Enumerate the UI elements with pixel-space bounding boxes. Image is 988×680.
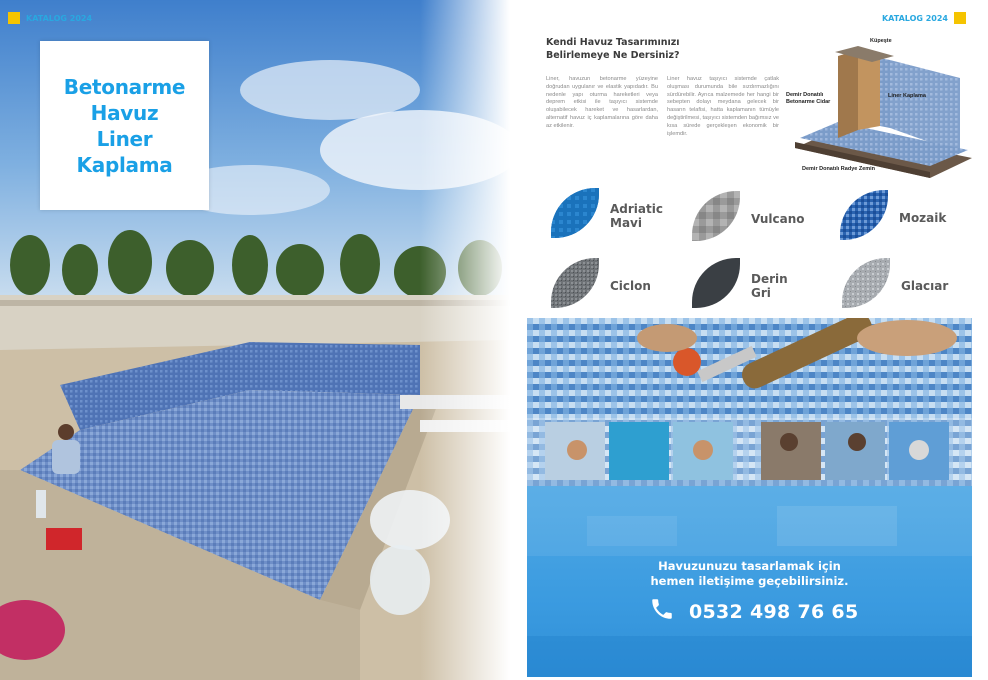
- swatch-label: [901, 279, 988, 293]
- swatch-label-line-1: Vulcano: [751, 211, 805, 226]
- swatch-derin-gri[interactable]: [692, 258, 842, 313]
- phone-number[interactable]: 0532 498 76 65: [689, 600, 859, 623]
- swatch-label-line-1: Glacıar: [901, 278, 949, 293]
- badge-square-icon: [954, 12, 966, 24]
- contact-message-line-2: hemen iletişime geçebilirsiniz.: [650, 574, 849, 588]
- adriatic-swatch-icon: [551, 188, 599, 238]
- glaciar-swatch-icon: [842, 258, 890, 308]
- swatch-label: [610, 279, 700, 293]
- catalog-label: KATALOG 2024: [881, 13, 948, 23]
- intro-column-1: Liner, havuzun betonarme yüzeyine doğrudan uygulanır ve elastik yapıdadır. Bu nedenle yapı oturma hareketleri veya deprem etkisi ile taşıyıcı sistemde oluşabilecek hareket ve hasarlardan, alternatif havuz iç kaplamalarına göre daha az etkilenir.: [546, 76, 658, 129]
- derin-gri-swatch-icon: [692, 258, 740, 308]
- catalog-badge-left: [8, 12, 92, 24]
- cover-title-box: [40, 41, 209, 210]
- swatch-label: [751, 272, 841, 300]
- label-kupeste: Küpeşte: [870, 38, 892, 44]
- swatch-label-line-1: Ciclon: [610, 278, 651, 293]
- title-line-4: Kaplama: [76, 152, 173, 177]
- swatch-glaciar[interactable]: [842, 258, 988, 313]
- phone-icon: [649, 596, 675, 627]
- swatch-label: [751, 212, 841, 226]
- mozaik-swatch-icon: [840, 190, 888, 240]
- badge-square-icon: [8, 12, 20, 24]
- intro-heading: Kendi Havuz Tasarımınızı Belirlemeye Ne Dersiniz?: [546, 37, 680, 61]
- label-demir-cidar: Demir Donatılı Betonarme Cidar: [786, 92, 831, 105]
- catalog-label: KATALOG 2024: [26, 13, 93, 23]
- contact-panel: [527, 486, 972, 677]
- contact-message: [527, 559, 972, 589]
- label-radye: Demir Donatılı Radye Zemin: [802, 166, 876, 172]
- title-line-2: Havuz: [90, 100, 159, 125]
- swatch-label-line-2: Gri: [751, 285, 771, 300]
- swatch-label-line-1: Derin: [751, 271, 788, 286]
- label-liner: Liner Kaplama: [888, 93, 926, 99]
- vulcano-swatch-icon: [692, 191, 740, 241]
- swatch-adriatic-mavi[interactable]: [551, 188, 701, 243]
- swatch-vulcano[interactable]: [692, 191, 842, 246]
- phone-row[interactable]: [649, 596, 858, 627]
- swatch-label: [610, 202, 700, 230]
- liner-layer-diagram: [786, 38, 972, 178]
- photo-fade-overlay: [420, 0, 510, 680]
- title-line-3: Liner: [96, 126, 153, 151]
- catalog-badge-right: [882, 12, 966, 24]
- swatch-label: [899, 211, 988, 225]
- title-line-1: Betonarme: [63, 74, 186, 99]
- intro-column-2: Liner havuz taşıyıcı sistemde çatlak oluşması durumunda bile sızdırmazlığını sürdürebilir. Ayrıca malzemede her hangi bir sebepten dolayı meydana gelecek bir hasarın telafisi, hatta kaplamanın tümüyle değiştirilmesi, taşıyıcı sistemden bağımsız ve kısa sürede gerçekleşen ekonomik bir işlemdir.: [667, 76, 779, 137]
- contact-message-line-1: Havuzunuzu tasarlamak için: [658, 559, 841, 573]
- swatch-mozaik[interactable]: [840, 190, 988, 245]
- swatch-ciclon[interactable]: [551, 258, 701, 313]
- layer-diagram-graphic: [790, 38, 972, 178]
- ciclon-swatch-icon: [551, 258, 599, 308]
- liner-installation-photo: [527, 318, 972, 486]
- swatch-label-line-2: Mavi: [610, 215, 642, 230]
- swatch-label-line-1: Mozaik: [899, 210, 947, 225]
- swatch-label-line-1: Adriatic: [610, 201, 663, 216]
